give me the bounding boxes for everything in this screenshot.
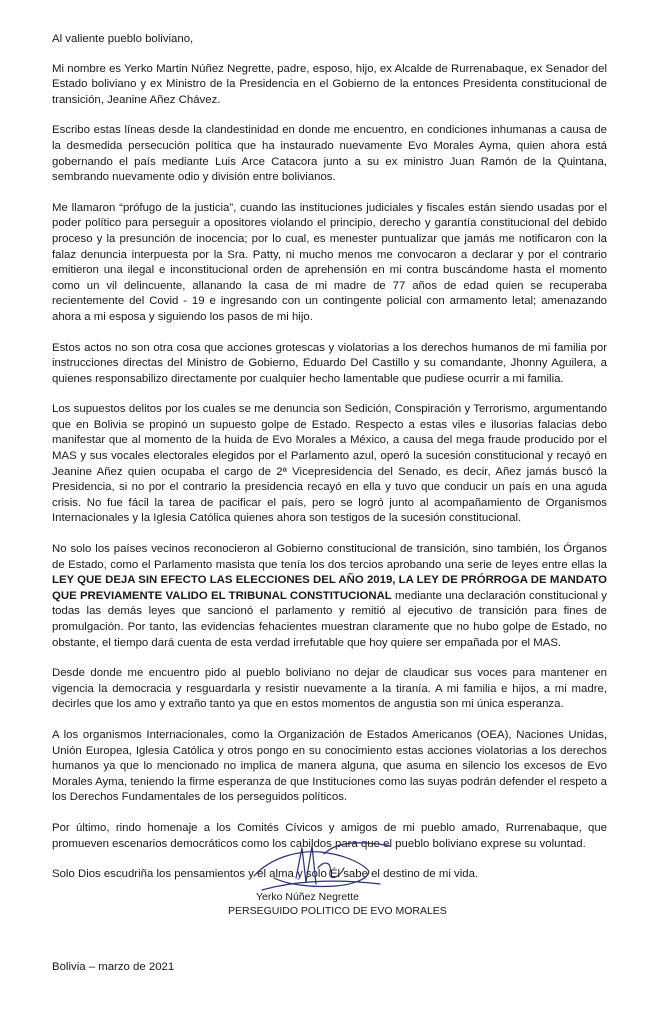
paragraph-recognition-end: mediante una declaración constitucional y todas las demás leyes que sancionó el parlamento y remitió al ejecutivo de transición para fines de promulgación. Por tanto, las evidencias fehacientes muestran claramente que no hubo golpe de Estado, no obstante, el tiempo dará cuenta de esta verdad irrefutable que hoy quiere ser empañada por el MAS. [52, 589, 608, 649]
paragraph-international: A los organismos Internacionales, como la Organización de Estados Americanos (OEA), Naciones Unidas, Unión Europea, Iglesia Católica y otros pongo en su conocimiento estas acciones violatorias a los derechos humanos ya que lo mencionado no implica de manera alguna, que asuma en silencio los excesos de Evo Morales Ayma, teniendo la firme esperanza de que Instituciones como las suyas podrán defender el respeto a los Derechos Fundamentales de los perseguidos políticos. [52, 728, 607, 804]
paragraph-closing: Solo Dios escudriña los pensamientos y el alma y solo Él sabe el destino de mi vida. [52, 868, 479, 881]
law-highlight: LEY QUE DEJA SIN EFECTO LAS ELECCIONES DEL AÑO 2019, LA LEY DE PRÓRROGA DE MANDATO QUE PREVIAMENTE VALIDO EL TRIBUNAL CONSTITUCIONAL [52, 574, 607, 602]
paragraph-introduction: Mi nombre es Yerko Martin Núñez Negrette, padre, esposo, hijo, ex Alcalde de Rurrenabaque, ex Senador del Estado boliviano y ex Ministro de la Presidencia en el Gobierno de la entonces Presidenta constitucional de transición, Jeanine Añez Chávez. [52, 62, 607, 106]
place-date: Bolivia – marzo de 2021 [52, 961, 175, 973]
salutation: Al valiente pueblo boliviano, [52, 33, 194, 45]
signer-name: Yerko Núñez Negrette [256, 891, 359, 903]
paragraph-clandestinity: Escribo estas líneas desde la clandestinidad en donde me encuentro, en condiciones inhumanas a causa de la desmedida persecución política que ha instaurado nuevamente Evo Morales Ayma, quien ahora está gobernando el país mediante Luis Arce Catacora junto a su ex ministro Juan Ramón de la Quintana, sembrando nuevamente odio y división entre bolivianos. [52, 124, 607, 184]
paragraph-fugitive: Me llamaron “prófugo de la justicia”, cuando las instituciones judiciales y fiscales están siendo usadas por el poder político para perseguir a opositores violando el principio, derecho y garantía constitucional del debido proceso y la presunción de inocencia; por lo cual, es menester puntualizar que jamás me notificaron con la falaz denuncia interpuesta por la Sra. Patty, ni mucho menos me convocaron a declarar y por el contrario emitieron una ilegal e inconstitucional orden de aprehensión en mi contra buscándome hasta el momento como un vil delincuente, allanando la casa de mi madre de 77 años de edad quien se recuperaba recientemente del Covid - 19 e ingresando con un contingente policial con armamento letal; amenazando ahora a mi esposa y siguiendo los pasos de mi hijo. [52, 201, 607, 323]
paragraph-call-to-people: Desde donde me encuentro pido al pueblo boliviano no dejar de claudicar sus voces para mantener en vigencia la democracia y resguardarla y resistir nuevamente a la tiranía. A mi familia e hijos, a mi madre, decirles que los amo y extraño tanto ya que en estos momentos de angustia son mi única esperanza. [52, 667, 607, 711]
paragraph-alleged-crimes: Los supuestos delitos por los cuales se me denuncia son Sedición, Conspiración y Terrorismo, argumentando que en Bolivia se propinó un supuesto golpe de Estado. Respecto a estas viles e ilusorias falacias debo manifestar que al momento de la huida de Evo Morales a México, a causa del mega fraude producido por el MAS y sus vocales electorales elegidos por el Parlamento azul, operó la sucesión constitucional y recayó en Jeanine Añez quien ocupaba el cargo de 2ª Vicepresidencia del Senado, es decir, Añez jamás buscó la Presidencia, si no por el contrario la presidencia recayó en ella y tuvo que conducir un país en una aguda crisis. No fue fácil la tarea de pacificar el país, pero se logró junto al acompañamiento de Organismos Internacionales y la Iglesia Católica quienes ahora son testigos de la sucesión constitucional. [52, 403, 607, 525]
paragraph-recognition [52, 542, 607, 651]
signature-block [200, 838, 460, 928]
paragraph-homage: Por último, rindo homenaje a los Comités Cívicos y amigos de mi pueblo amado, Rurrenabaque, que promueven escenarios democráticos como los cabildos para que el pueblo boliviano exprese su voluntad. [52, 821, 607, 850]
paragraph-human-rights: Estos actos no son otra cosa que acciones grotescas y violatorias a los derechos humanos de mi familia por instrucciones directas del Ministro de Gobierno, Eduardo Del Castillo y su comandante, Jhonny Aguilera, a quienes responsabilizo directamente por cualquier hecho lamentable que pudiese ocurrir a mi familia. [52, 341, 607, 385]
signer-title: PERSEGUIDO POLITICO DE EVO MORALES [228, 905, 447, 917]
paragraph-recognition-start: No solo los países vecinos reconocieron al Gobierno constitucional de transición, sino también, los Órganos de Estado, como el Parlamento masista que tenía los dos tercios aprobando una serie de leyes entre ellas la [52, 543, 607, 571]
letter-body [52, 32, 607, 898]
